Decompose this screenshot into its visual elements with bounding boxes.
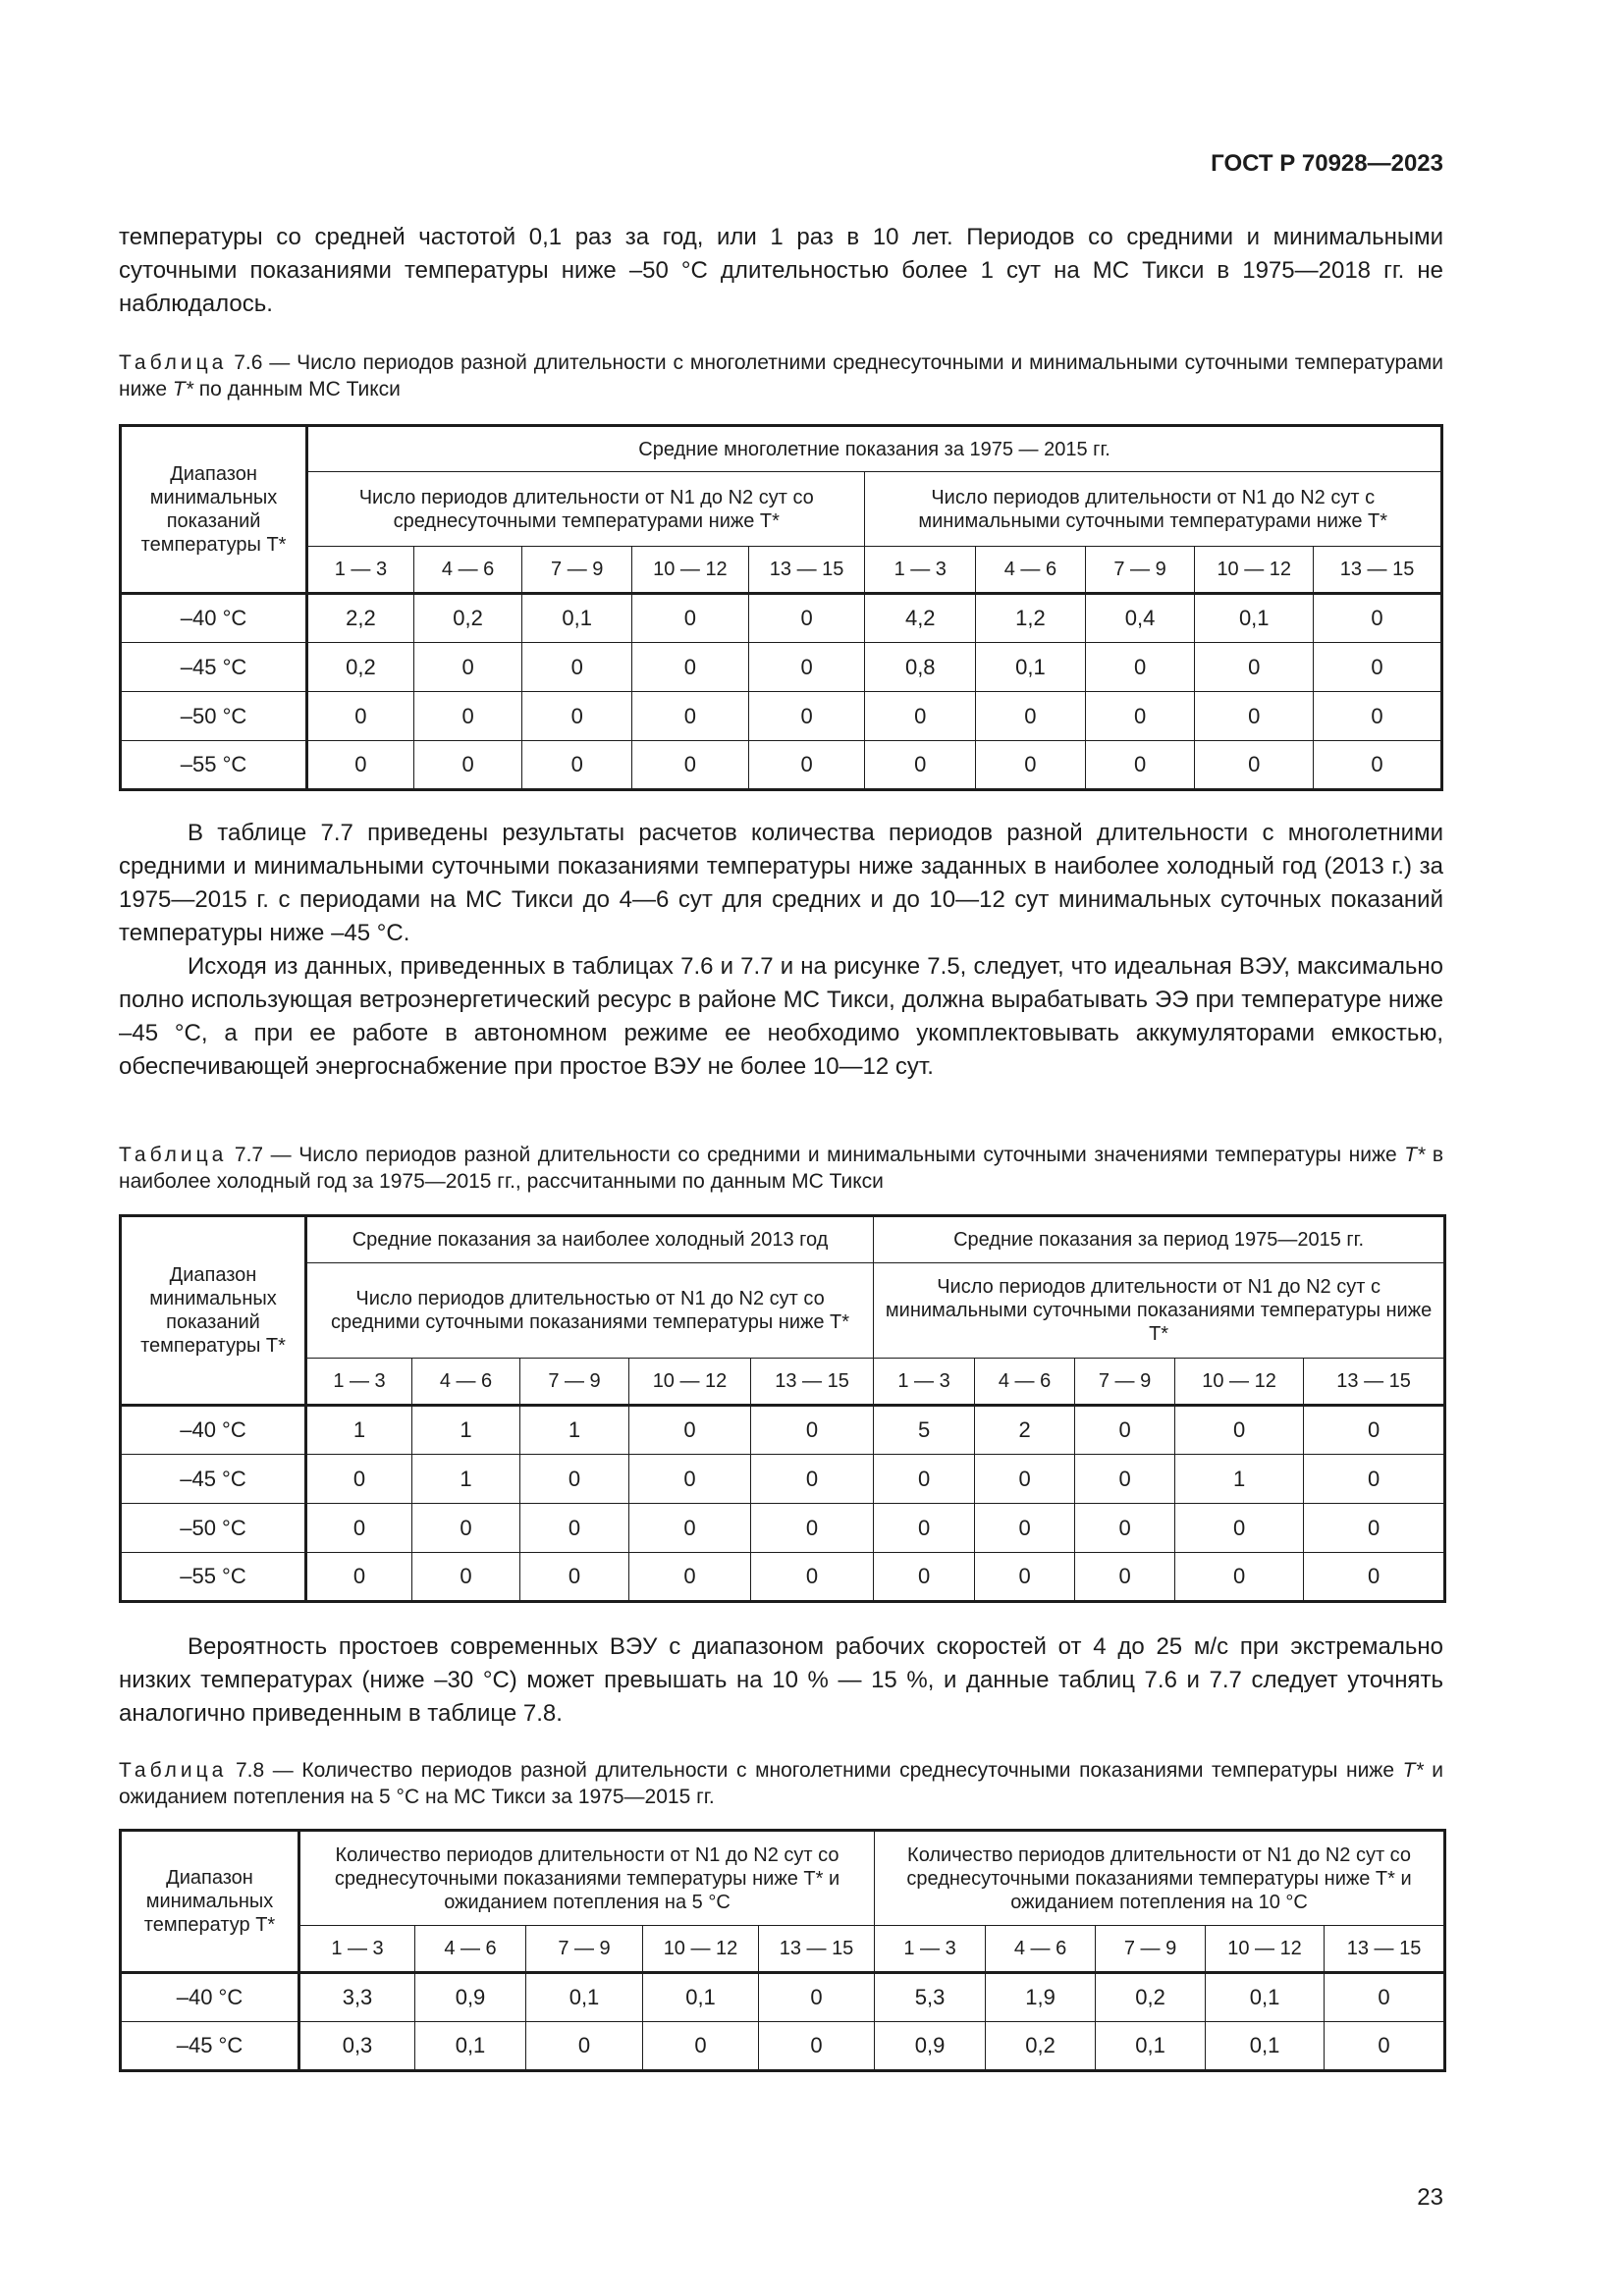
table-cell: 0,1 [1096, 2022, 1206, 2071]
table-row [121, 692, 1442, 741]
row-label: –40 °С [121, 594, 307, 643]
row-label: –40 °С [121, 1973, 299, 2022]
table-cell: 1,9 [986, 1973, 1096, 2022]
subgroup-header-daily-mean: Число периодов длительностью от N1 до N2 сут со средними суточными показаниями температуры ниже T* [306, 1263, 874, 1359]
duration-header: 7 — 9 [520, 1359, 629, 1406]
table-cell: 0 [1314, 643, 1442, 692]
row-label: –45 °С [121, 2022, 299, 2071]
table-cell: 0 [1304, 1406, 1445, 1455]
table-row [121, 2022, 1445, 2071]
table-cell: 0,2 [307, 643, 414, 692]
table-cell: 4,2 [865, 594, 976, 643]
duration-header: 7 — 9 [1096, 1926, 1206, 1973]
table-cell: 0 [1325, 1973, 1445, 2022]
duration-header: 1 — 3 [307, 547, 414, 594]
table-cell: 1 [306, 1406, 412, 1455]
row-label: –50 °С [121, 692, 307, 741]
table-cell: 0,1 [1206, 2022, 1325, 2071]
table-cell: 0 [632, 692, 749, 741]
table-row [121, 1553, 1445, 1602]
table-corner-header: Диапазон минимальных показаний температуры T* [121, 426, 307, 594]
table-cell: 0 [1314, 692, 1442, 741]
table-cell: 0 [1195, 692, 1314, 741]
table-cell: 0,1 [1206, 1973, 1325, 2022]
table-cell: 2 [975, 1406, 1075, 1455]
table-cell: 0 [1085, 643, 1195, 692]
duration-header: 13 — 15 [1304, 1359, 1445, 1406]
row-label: –50 °С [121, 1504, 306, 1553]
table-cell: 0 [306, 1553, 412, 1602]
caption-text: 7.6 — Число периодов разной длительности с многолетними среднесуточными и минимальными суточными температурами ниже [119, 351, 1443, 400]
table-cell: 0 [748, 594, 865, 643]
table-cell: 0 [975, 1553, 1075, 1602]
table-cell: 0 [865, 741, 976, 790]
caption-text: 7.7 — Число периодов разной длительности со средними и минимальными суточными значениями температуры ниже [234, 1144, 1405, 1166]
row-label: –45 °С [121, 1455, 306, 1504]
table-cell: 0 [1175, 1504, 1304, 1553]
table-cell: 0 [1075, 1504, 1175, 1553]
table-cell: 0 [1195, 741, 1314, 790]
table-row [121, 1973, 1445, 2022]
duration-header: 4 — 6 [412, 1359, 520, 1406]
table-cell: 0 [412, 1504, 520, 1553]
paragraph-conclusion: Исходя из данных, приведенных в таблицах 7.6 и 7.7 и на рисунке 7.5, следует, что идеальная ВЭУ, максимально полно использующая ветроэнергетический ресурс в районе МС Тикси, должна вырабатывать ЭЭ при температуре ниже –45 °С, а при ее работе в автономном режиме ее необходимо укомплектовывать аккумуляторами емкостью, обеспечивающей энергоснабжение при простое ВЭУ не более 10—12 сут. [119, 953, 1443, 1080]
table-cell: 0 [522, 643, 632, 692]
table-cell: 0,1 [643, 1973, 759, 2022]
table-cell: 0 [306, 1504, 412, 1553]
group-header: Средние многолетние показания за 1975 — 2015 гг. [307, 426, 1442, 472]
table-cell: 0 [306, 1455, 412, 1504]
table-cell: 0 [1175, 1553, 1304, 1602]
duration-header-row [121, 1359, 1445, 1406]
table-cell: 0,4 [1085, 594, 1195, 643]
group-header-warming-10: Количество периодов длительности от N1 до N2 сут со среднесуточными показаниями температуры ниже T* и ожиданием потепления на 10 °С [875, 1831, 1445, 1926]
duration-header: 1 — 3 [299, 1926, 415, 1973]
subgroup-header-daily-min: Число периодов длительности от N1 до N2 сут с минимальными суточными показаниями температуры ниже T* [874, 1263, 1445, 1359]
table-label: Таблица [119, 1144, 228, 1166]
duration-header: 10 — 12 [629, 1359, 751, 1406]
caption-text-end: по данным МС Тикси [192, 378, 401, 400]
table-cell: 0 [874, 1504, 975, 1553]
group-header-period: Средние показания за период 1975—2015 гг. [874, 1216, 1445, 1263]
table-label: Таблица [119, 1759, 228, 1782]
table-cell: 0 [522, 741, 632, 790]
table-cell: 0,2 [1096, 1973, 1206, 2022]
duration-header: 10 — 12 [1206, 1926, 1325, 1973]
duration-header: 10 — 12 [1175, 1359, 1304, 1406]
duration-header: 7 — 9 [1075, 1359, 1175, 1406]
table-cell: 1 [520, 1406, 629, 1455]
table-cell: 0,1 [415, 2022, 526, 2071]
table-cell: 2,2 [307, 594, 414, 643]
table-7-7 [119, 1214, 1446, 1603]
table-cell: 0 [748, 741, 865, 790]
table-cell: 0 [632, 643, 749, 692]
table-cell: 0 [632, 594, 749, 643]
table-cell: 0 [307, 741, 414, 790]
table-cell: 0 [976, 741, 1086, 790]
document-code: ГОСТ Р 70928—2023 [1211, 150, 1443, 177]
table-7-7-caption [119, 1142, 1443, 1195]
table-label: Таблица [119, 351, 228, 374]
table-cell: 0,1 [522, 594, 632, 643]
duration-header: 13 — 15 [1314, 547, 1442, 594]
table-cell: 0 [1304, 1504, 1445, 1553]
caption-symbol: T* [172, 378, 193, 400]
table-corner-header: Диапазон минимальных показаний температуры T* [121, 1216, 306, 1406]
duration-header: 1 — 3 [875, 1926, 986, 1973]
table-row [121, 1406, 1445, 1455]
table-cell: 0 [748, 643, 865, 692]
duration-header: 7 — 9 [522, 547, 632, 594]
page-number: 23 [1417, 2184, 1443, 2211]
duration-header: 4 — 6 [986, 1926, 1096, 1973]
table-cell: 0 [751, 1504, 874, 1553]
table-cell: 0,2 [413, 594, 522, 643]
table-cell: 0 [1175, 1406, 1304, 1455]
table-cell: 1 [412, 1455, 520, 1504]
duration-header: 7 — 9 [526, 1926, 643, 1973]
duration-header-row [121, 547, 1442, 594]
group-header-coldest-year: Средние показания за наиболее холодный 2013 год [306, 1216, 874, 1263]
duration-header: 13 — 15 [759, 1926, 875, 1973]
duration-header: 10 — 12 [1195, 547, 1314, 594]
row-label: –45 °С [121, 643, 307, 692]
subgroup-header-daily-mean: Число периодов длительности от N1 до N2 сут со среднесуточными температурами ниже T* [307, 472, 865, 547]
duration-header: 1 — 3 [306, 1359, 412, 1406]
table-row [121, 741, 1442, 790]
subgroup-header-daily-min: Число периодов длительности от N1 до N2 сут с минимальными суточными температурами ниже T* [865, 472, 1442, 547]
duration-header: 4 — 6 [975, 1359, 1075, 1406]
paragraph-downtime-probability: Вероятность простоев современных ВЭУ с диапазоном рабочих скоростей от 4 до 25 м/с при экстремально низких температурах (ниже –30 °С) может превышать на 10 % — 15 %, и данные таблиц 7.6 и 7.7 следует уточнять аналогично приведенным в таблице 7.8. [119, 1633, 1443, 1727]
table-cell: 0 [1314, 741, 1442, 790]
paragraph-table-7-7-intro: В таблице 7.7 приведены результаты расчетов количества периодов разной длительности с многолетними средними и минимальными суточными показаниями температуры ниже заданных в наиболее холодный год (2013 г.) за 1975—2015 г. с периодами на МС Тикси до 4—6 сут для средних и до 10—12 сут минимальных суточных показаний температуры ниже –45 °С. [119, 820, 1443, 946]
caption-text-end: в наиболее холодный год за 1975—2015 гг., рассчитанными по данным МС Тикси [119, 1144, 1444, 1193]
table-cell: 0 [975, 1504, 1075, 1553]
table-cell: 0,8 [865, 643, 976, 692]
table-cell: 0,9 [415, 1973, 526, 2022]
table-cell: 0 [1304, 1455, 1445, 1504]
table-cell: 0 [865, 692, 976, 741]
table-cell: 0 [751, 1455, 874, 1504]
table-cell: 0 [520, 1504, 629, 1553]
table-cell: 0 [748, 692, 865, 741]
table-cell: 0 [1085, 692, 1195, 741]
duration-header: 4 — 6 [413, 547, 522, 594]
table-cell: 0 [629, 1406, 751, 1455]
duration-header: 10 — 12 [632, 547, 749, 594]
duration-header: 1 — 3 [865, 547, 976, 594]
caption-text-end: и ожиданием потепления на 5 °С на МС Тикси за 1975—2015 гг. [119, 1759, 1443, 1808]
table-cell: 0 [759, 2022, 875, 2071]
table-cell: 0 [413, 741, 522, 790]
table-cell: 0,1 [526, 1973, 643, 2022]
table-cell: 0 [874, 1553, 975, 1602]
table-cell: 0 [1314, 594, 1442, 643]
table-cell: 0,9 [875, 2022, 986, 2071]
duration-header: 4 — 6 [415, 1926, 526, 1973]
table-row [121, 643, 1442, 692]
table-cell: 0 [629, 1455, 751, 1504]
table-cell: 0 [526, 2022, 643, 2071]
duration-header: 7 — 9 [1085, 547, 1195, 594]
table-cell: 0,1 [1195, 594, 1314, 643]
table-7-8 [119, 1829, 1446, 2072]
table-cell: 1 [412, 1406, 520, 1455]
table-row [121, 594, 1442, 643]
table-cell: 0 [1195, 643, 1314, 692]
table-cell: 0 [1075, 1553, 1175, 1602]
table-cell: 0 [975, 1455, 1075, 1504]
duration-header: 13 — 15 [748, 547, 865, 594]
table-cell: 0 [1325, 2022, 1445, 2071]
table-cell: 0 [1075, 1406, 1175, 1455]
table-cell: 0 [412, 1553, 520, 1602]
table-cell: 0 [522, 692, 632, 741]
duration-header-row [121, 1926, 1445, 1973]
table-cell: 0 [520, 1455, 629, 1504]
table-cell: 0 [1304, 1553, 1445, 1602]
table-7-6 [119, 424, 1443, 791]
caption-symbol: T* [1404, 1144, 1426, 1166]
table-cell: 0 [759, 1973, 875, 2022]
table-cell: 0 [643, 2022, 759, 2071]
table-row [121, 1504, 1445, 1553]
paragraph-continuation: температуры со средней частотой 0,1 раз за год, или 1 раз в 10 лет. Периодов со средними и минимальными суточными показаниями температуры ниже –50 °С длительностью более 1 сут на МС Тикси в 1975—2018 гг. не наблюдалось. [119, 224, 1443, 317]
table-cell: 0 [413, 692, 522, 741]
table-cell: 5 [874, 1406, 975, 1455]
group-header-warming-5: Количество периодов длительности от N1 до N2 сут со среднесуточными показаниями температуры ниже T* и ожиданием потепления на 5 °С [299, 1831, 875, 1926]
table-cell: 0,1 [976, 643, 1086, 692]
row-label: –55 °С [121, 741, 307, 790]
table-row [121, 1455, 1445, 1504]
table-cell: 0 [1085, 741, 1195, 790]
table-7-6-caption [119, 349, 1443, 402]
table-cell: 5,3 [875, 1973, 986, 2022]
table-cell: 0 [632, 741, 749, 790]
table-cell: 3,3 [299, 1973, 415, 2022]
row-label: –40 °С [121, 1406, 306, 1455]
table-cell: 1,2 [976, 594, 1086, 643]
table-7-8-caption [119, 1757, 1443, 1810]
duration-header: 10 — 12 [643, 1926, 759, 1973]
table-corner-header: Диапазон минимальных температур T* [121, 1831, 299, 1973]
table-cell: 0 [1075, 1455, 1175, 1504]
duration-header: 13 — 15 [751, 1359, 874, 1406]
table-cell: 0,3 [299, 2022, 415, 2071]
duration-header: 4 — 6 [976, 547, 1086, 594]
duration-header: 13 — 15 [1325, 1926, 1445, 1973]
table-cell: 0 [307, 692, 414, 741]
caption-symbol: T* [1402, 1759, 1424, 1782]
table-cell: 0 [976, 692, 1086, 741]
duration-header: 1 — 3 [874, 1359, 975, 1406]
table-cell: 0 [629, 1553, 751, 1602]
table-cell: 0,2 [986, 2022, 1096, 2071]
table-cell: 1 [1175, 1455, 1304, 1504]
table-cell: 0 [413, 643, 522, 692]
table-cell: 0 [520, 1553, 629, 1602]
table-cell: 0 [629, 1504, 751, 1553]
table-cell: 0 [874, 1455, 975, 1504]
row-label: –55 °С [121, 1553, 306, 1602]
caption-text: 7.8 — Количество периодов разной длительности с многолетними среднесуточными показаниями температуры ниже [235, 1759, 1403, 1782]
table-cell: 0 [751, 1406, 874, 1455]
table-cell: 0 [751, 1553, 874, 1602]
